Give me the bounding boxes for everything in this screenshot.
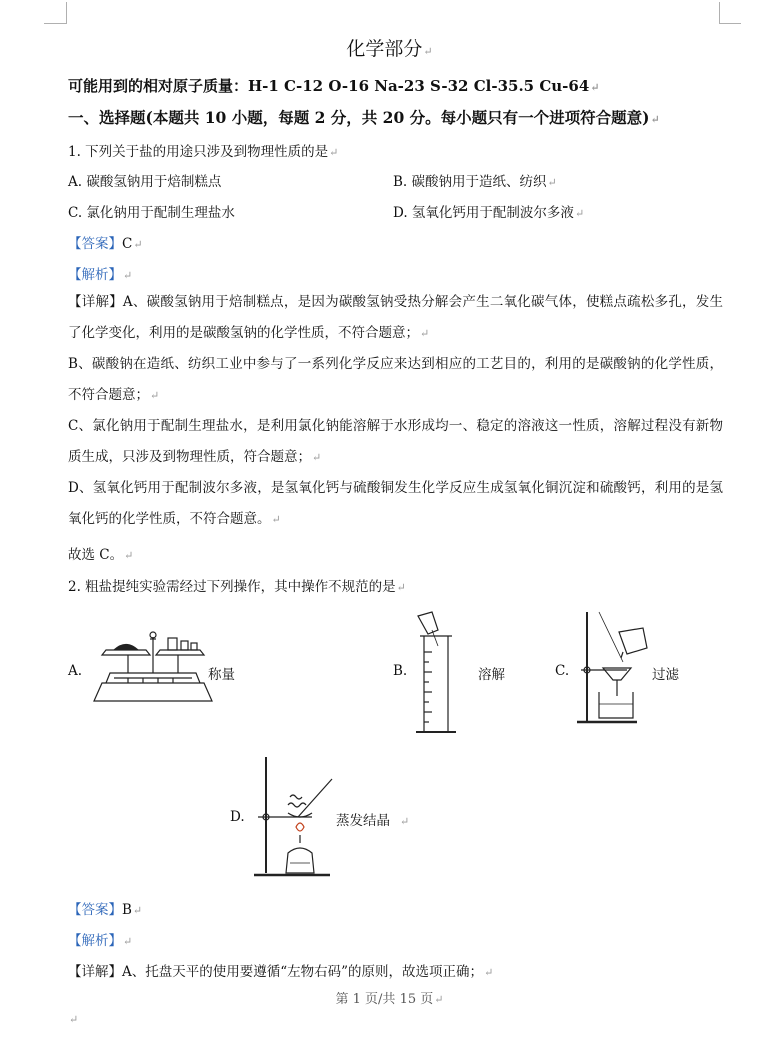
q2-option-b-letter: B.: [393, 663, 408, 679]
atomic-masses: 可能用到的相对原子质量：H-1 C-12 O-16 Na-23 S-32 Cl-35.5 Cu-64↵: [68, 77, 600, 95]
q1-detail-c: C、氯化钠用于配制生理盐水，是利用氯化钠能溶解于水形成均一、稳定的溶液这一性质，溶解过程没有新物质生成，只涉及到物理性质，符合题意；↵: [68, 418, 723, 465]
balance-icon: [88, 625, 218, 710]
filtration-icon: [575, 610, 655, 728]
analysis-tag: 【解析】: [68, 267, 122, 283]
page-title: 化学部分↵: [346, 38, 433, 60]
section-heading: 一、选择题(本题共 10 小题，每题 2 分，共 20 分。每小题只有一个进项符合题意)↵: [68, 108, 660, 127]
page-footer: 第 1 页/共 15 页↵: [335, 992, 444, 1007]
answer-tag: 【答案】: [68, 236, 122, 252]
q2-answer: 【答案】B↵: [68, 902, 143, 918]
q1-conclusion: 故选 C。↵: [68, 547, 134, 563]
answer-tag: 【答案】: [68, 902, 122, 918]
crop-mark-top-right-h: [719, 23, 741, 24]
q1-option-b: B. 碳酸钠用于造纸、纺织↵: [393, 174, 557, 190]
q1-answer: 【答案】C↵: [68, 236, 143, 252]
q1-option-a: A. 碳酸氢钠用于焙制糕点: [68, 174, 222, 190]
crop-mark-top-left: [66, 2, 67, 24]
q2-option-a-label: 称量: [208, 667, 235, 683]
q2-option-c-label: 过滤: [652, 667, 679, 683]
paragraph-mark: ↵: [69, 1013, 79, 1026]
q1-stem: 1. 下列关于盐的用途只涉及到物理性质的是↵: [68, 144, 339, 160]
crop-mark-top-right: [719, 2, 720, 24]
q2-analysis: 【解析】↵: [68, 933, 133, 949]
crop-mark-top-left-h: [44, 23, 66, 24]
q2-option-d-label: 蒸发结晶 ↵: [336, 813, 410, 829]
q1-option-d: D. 氢氧化钙用于配制波尔多液↵: [393, 205, 585, 221]
graduated-cylinder-icon: [408, 612, 468, 736]
q1-detail-d: D、氢氧化钙用于配制波尔多液，是氢氧化钙与硫酸铜发生化学反应生成氢氧化铜沉淀和硫酸钙，利用的是氢氧化钙的化学性质，不符合题意。↵: [68, 480, 723, 527]
q1-analysis: 【解析】↵: [68, 267, 133, 283]
q2-option-d-letter: D.: [230, 809, 245, 825]
q2-option-c-letter: C.: [555, 663, 570, 679]
q1-detail-a: 【详解】A、碳酸氢钠用于焙制糕点，是因为碳酸氢钠受热分解会产生二氧化碳气体，使糕点疏松多孔，发生了化学变化，利用的是碳酸氢钠的化学性质，不符合题意；↵: [68, 294, 724, 341]
q1-detail-b: B、碳酸钠在造纸、纺织工业中参与了一系列化学反应来达到相应的工艺目的，利用的是碳酸钠的化学性质，不符合题意；↵: [68, 356, 723, 403]
detail-tag: 【详解】: [68, 964, 122, 980]
q2-detail-a: 【详解】A、托盘天平的使用要遵循“左物右码”的原则，故选项正确；↵: [68, 964, 494, 980]
analysis-tag: 【解析】: [68, 933, 122, 949]
q2-option-b-label: 溶解: [478, 667, 505, 683]
q2-option-a-letter: A.: [68, 663, 83, 679]
q1-option-c: C. 氯化钠用于配制生理盐水: [68, 205, 235, 221]
evaporation-icon: [248, 755, 338, 880]
detail-tag: 【详解】: [68, 294, 123, 310]
q2-stem: 2. 粗盐提纯实验需经过下列操作，其中操作不规范的是↵: [68, 579, 406, 595]
